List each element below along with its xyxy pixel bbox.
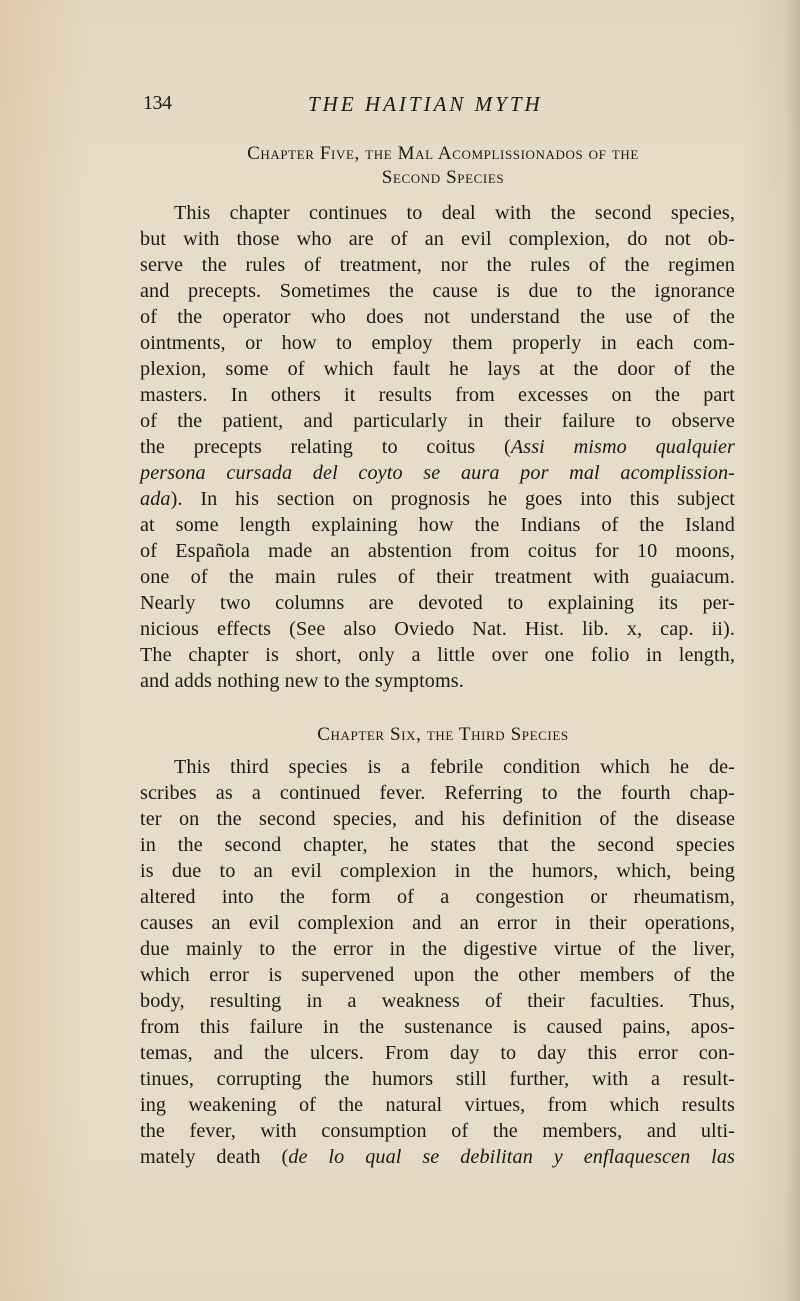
text-line xyxy=(140,486,735,512)
text-line: from this failure in the sustenance is caused pains, apos- xyxy=(140,1016,735,1038)
text-line: This third species is a febrile condition which he de- xyxy=(174,756,735,778)
spanish-quote: ada xyxy=(140,488,171,510)
text-line xyxy=(140,434,735,460)
text-line: which error is supervened upon the other members of the xyxy=(140,964,735,986)
text-line: is due to an evil complexion in the humors, which, being xyxy=(140,860,735,882)
text-line: scribes as a continued fever. Referring to the fourth chap- xyxy=(140,782,735,804)
chapter-six-paragraph xyxy=(140,754,735,1170)
running-title: THE HAITIAN MYTH xyxy=(308,92,543,116)
spanish-quote-line: persona cursada del coyto se aura por mal acomplission- xyxy=(140,462,735,484)
chapter-five-heading xyxy=(143,142,743,190)
text-line: of Española made an abstention from coitus for 10 moons, xyxy=(140,540,735,562)
chapter-six-heading: Chapter Six, the Third Species xyxy=(317,724,569,745)
text-line xyxy=(140,1144,735,1170)
text-segment: mately death ( xyxy=(140,1146,289,1168)
text-line: serve the rules of treatment, nor the rules of the regimen xyxy=(140,254,735,276)
text-line: tinues, corrupting the humors still further, with a result- xyxy=(140,1068,735,1090)
text-line: ointments, or how to employ them properly in each com- xyxy=(140,332,735,354)
running-head xyxy=(143,92,603,118)
text-line: of the operator who does not understand the use of the xyxy=(140,306,735,328)
text-line: the fever, with consumption of the members, and ulti- xyxy=(140,1120,735,1142)
text-line: The chapter is short, only a little over one folio in length, xyxy=(140,644,735,666)
text-line: body, resulting in a weakness of their faculties. Thus, xyxy=(140,990,735,1012)
text-line: ter on the second species, and his definition of the disease xyxy=(140,808,735,830)
text-line: due mainly to the error in the digestive virtue of the liver, xyxy=(140,938,735,960)
spanish-quote: Assi mismo qualquier xyxy=(510,436,735,458)
text-segment: ). In his section on prognosis he goes into this subject xyxy=(170,488,735,510)
text-line: one of the main rules of their treatment with guaiacum. xyxy=(140,566,735,588)
text-line: causes an evil complexion and an error in their operations, xyxy=(140,912,735,934)
text-line: altered into the form of a congestion or rheumatism, xyxy=(140,886,735,908)
text-line: at some length explaining how the Indians of the Island xyxy=(140,514,735,536)
text-line: temas, and the ulcers. From day to day this error con- xyxy=(140,1042,735,1064)
text-line: and precepts. Sometimes the cause is due to the ignorance xyxy=(140,280,735,302)
text-line: masters. In others it results from excesses on the part xyxy=(140,384,735,406)
text-line: This chapter continues to deal with the second species, xyxy=(174,202,735,224)
chapter-five-heading-line-1: Chapter Five, the Mal Acomplissionados of the xyxy=(247,143,639,164)
text-line: in the second chapter, he states that the second species xyxy=(140,834,735,856)
text-line: but with those who are of an evil complexion, do not ob- xyxy=(140,228,735,250)
text-line: of the patient, and particularly in their failure to observe xyxy=(140,410,735,432)
text-segment: the precepts relating to coitus ( xyxy=(140,436,511,458)
text-line: nicious effects (See also Oviedo Nat. Hist. lib. x, cap. ii). xyxy=(140,618,735,640)
spanish-quote: de lo qual se debilitan y enflaquescen las xyxy=(288,1146,735,1168)
text-line: plexion, some of which fault he lays at the door of the xyxy=(140,358,735,380)
page-number: 134 xyxy=(143,92,172,114)
text-line: and adds nothing new to the symptoms. xyxy=(140,670,464,692)
chapter-five-paragraph xyxy=(140,200,735,694)
text-line: ing weakening of the natural virtues, from which results xyxy=(140,1094,735,1116)
chapter-five-heading-line-2: Second Species xyxy=(381,167,505,188)
text-line: Nearly two columns are devoted to explaining its per- xyxy=(140,592,735,614)
